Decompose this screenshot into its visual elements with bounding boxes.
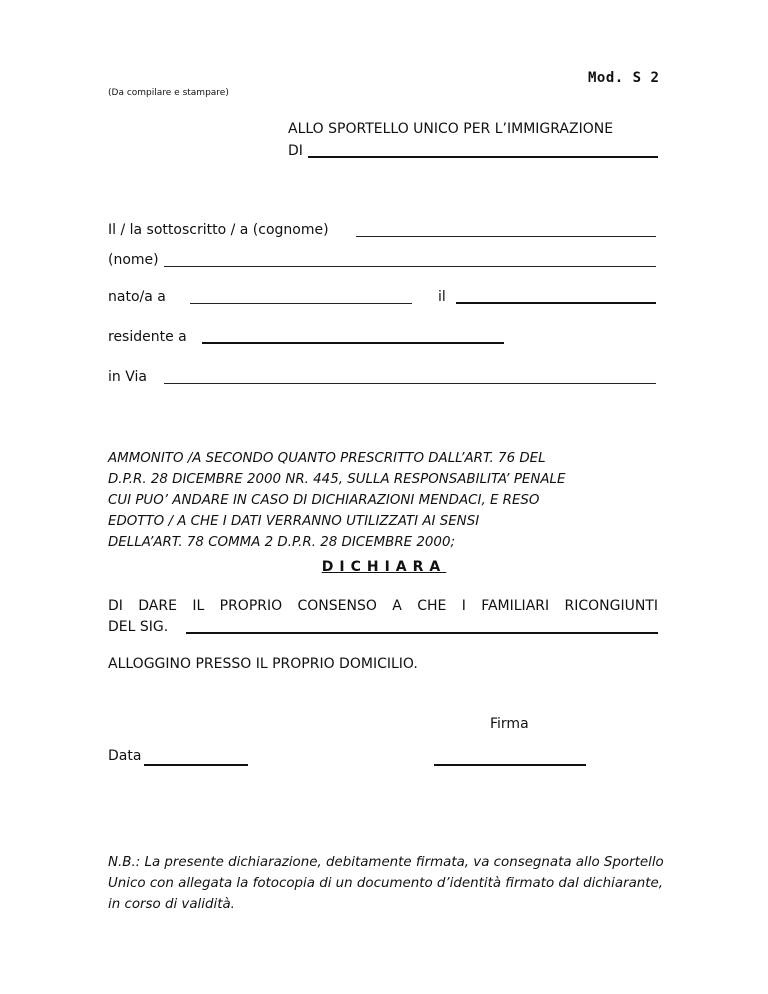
surname-field[interactable] bbox=[356, 236, 656, 237]
date-label: Data bbox=[108, 748, 142, 764]
warning-line: D.P.R. 28 DICEMBRE 2000 NR. 445, SULLA RESPONSABILITA’ PENALE bbox=[108, 472, 566, 487]
birthdate-label: il bbox=[438, 289, 446, 305]
consent-text: DI DARE IL PROPRIO CONSENSO A CHE I FAMILIARI RICONGIUNTI bbox=[108, 598, 658, 614]
recipient-office: ALLO SPORTELLO UNICO PER L’IMMIGRAZIONE bbox=[288, 121, 614, 137]
recipient-city-field[interactable] bbox=[308, 156, 658, 158]
declaration-heading: DICHIARA bbox=[321, 559, 447, 575]
birthplace-label: nato/a a bbox=[108, 289, 166, 305]
birthdate-field[interactable] bbox=[456, 302, 656, 304]
residence-label: residente a bbox=[108, 329, 187, 345]
date-field[interactable] bbox=[144, 764, 248, 766]
recipient-city-label: DI bbox=[288, 143, 303, 159]
residence-field[interactable] bbox=[202, 342, 504, 344]
birthplace-field[interactable] bbox=[190, 303, 412, 304]
name-field[interactable] bbox=[164, 266, 656, 267]
street-label: in Via bbox=[108, 369, 147, 385]
instruction-note: (Da compilare e stampare) bbox=[108, 88, 229, 98]
sponsor-label: DEL SIG. bbox=[108, 619, 169, 635]
warning-line: DELLA’ART. 78 COMMA 2 D.P.R. 28 DICEMBRE 2000; bbox=[108, 535, 455, 550]
warning-line: CUI PUO’ ANDARE IN CASO DI DICHIARAZIONI MENDACI, E RESO bbox=[108, 493, 540, 508]
form-code: Mod. S 2 bbox=[588, 70, 660, 86]
surname-label: Il / la sottoscritto / a (cognome) bbox=[108, 222, 329, 238]
warning-paragraph bbox=[108, 448, 658, 553]
warning-line: AMMONITO /A SECONDO QUANTO PRESCRITTO DALL’ART. 76 DEL bbox=[108, 451, 546, 466]
housing-statement: ALLOGGINO PRESSO IL PROPRIO DOMICILIO. bbox=[108, 656, 418, 672]
name-label: (nome) bbox=[108, 252, 159, 268]
signature-label: Firma bbox=[490, 716, 529, 732]
street-field[interactable] bbox=[164, 383, 656, 384]
note-paragraph: N.B.: La presente dichiarazione, debitamente firmata, va consegnata allo Sportello Unico con allegata la fotocopia di un documento d’identità firmato dal dichiarante, in corso di validità. bbox=[108, 855, 664, 912]
sponsor-name-field[interactable] bbox=[186, 632, 658, 634]
signature-field[interactable] bbox=[434, 764, 586, 766]
warning-line: EDOTTO / A CHE I DATI VERRANNO UTILIZZATI AI SENSI bbox=[108, 514, 480, 529]
